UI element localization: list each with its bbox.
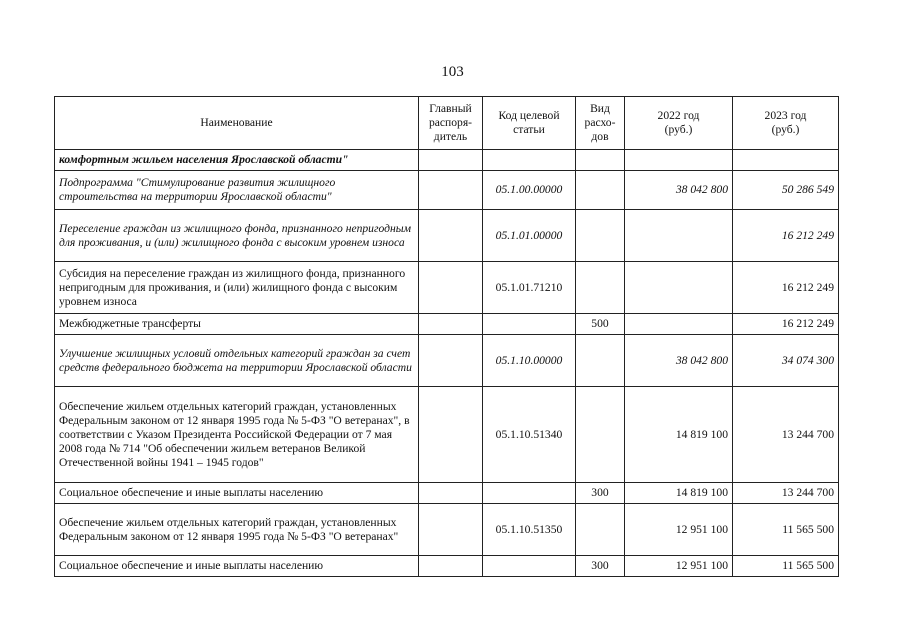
row-target-code-cell: 05.1.00.00000 [483, 171, 576, 210]
row-main-manager-cell [419, 314, 483, 335]
row-main-manager-cell [419, 210, 483, 262]
row-2022-amount-cell: 38 042 800 [625, 171, 733, 210]
row-name-cell: Подпрограмма "Стимулирование развития жилищного строительства на территории Ярославской области" [55, 171, 419, 210]
header-expense-type: Вид расхо- дов [576, 97, 625, 150]
header-name: Наименование [55, 97, 419, 150]
row-target-code-cell: 05.1.10.00000 [483, 335, 576, 387]
row-expense-type-cell [576, 262, 625, 314]
row-expense-type-cell: 300 [576, 556, 625, 577]
row-2023-amount-cell: 13 244 700 [733, 483, 839, 504]
row-main-manager-cell [419, 483, 483, 504]
header-target-code: Код целевой статьи [483, 97, 576, 150]
row-main-manager-cell [419, 556, 483, 577]
row-target-code-cell [483, 556, 576, 577]
header-main-manager: Главный распоря- дитель [419, 97, 483, 150]
row-expense-type-cell [576, 171, 625, 210]
row-target-code-cell: 05.1.10.51350 [483, 504, 576, 556]
row-name-cell: Обеспечение жильем отдельных категорий граждан, установленных Федеральным законом от 12 января 1995 года № 5-ФЗ "О ветеранах", в соответствии с Указом Президента Российской Федерации от 7 мая 2008 года № 714 "Об обеспечении жильем ветеранов Великой Отечественной войны 1941 – 1945 годов" [55, 387, 419, 483]
row-2022-amount-cell [625, 262, 733, 314]
row-expense-type-cell [576, 210, 625, 262]
row-2023-amount-cell: 16 212 249 [733, 210, 839, 262]
row-main-manager-cell [419, 335, 483, 387]
row-name-cell: Субсидия на переселение граждан из жилищного фонда, признанного непригодным для проживания, и (или) жилищного фонда с высоким уровнем износа [55, 262, 419, 314]
header-year-2022: 2022 год (руб.) [625, 97, 733, 150]
row-2022-amount-cell [625, 314, 733, 335]
row-target-code-cell [483, 483, 576, 504]
table-row [55, 314, 839, 335]
row-name-cell: комфортным жильем населения Ярославской области" [55, 150, 419, 171]
row-target-code-cell: 05.1.01.71210 [483, 262, 576, 314]
table-row [55, 335, 839, 387]
row-expense-type-cell [576, 335, 625, 387]
table-row [55, 262, 839, 314]
row-2022-amount-cell: 12 951 100 [625, 504, 733, 556]
row-2022-amount-cell: 12 951 100 [625, 556, 733, 577]
row-expense-type-cell: 300 [576, 483, 625, 504]
budget-table [54, 96, 839, 577]
row-name-cell: Межбюджетные трансферты [55, 314, 419, 335]
row-2023-amount-cell: 50 286 549 [733, 171, 839, 210]
table-row [55, 171, 839, 210]
table-row [55, 483, 839, 504]
table-row [55, 504, 839, 556]
row-expense-type-cell [576, 504, 625, 556]
row-2023-amount-cell: 11 565 500 [733, 556, 839, 577]
row-name-cell: Социальное обеспечение и иные выплаты населению [55, 483, 419, 504]
row-main-manager-cell [419, 150, 483, 171]
row-2023-amount-cell [733, 150, 839, 171]
row-name-cell: Улучшение жилищных условий отдельных категорий граждан за счет средств федерального бюджета на территории Ярославской области [55, 335, 419, 387]
row-2022-amount-cell [625, 210, 733, 262]
table-row [55, 150, 839, 171]
row-main-manager-cell [419, 387, 483, 483]
row-target-code-cell [483, 314, 576, 335]
row-main-manager-cell [419, 171, 483, 210]
row-name-cell: Обеспечение жильем отдельных категорий граждан, установленных Федеральным законом от 12 января 1995 года № 5-ФЗ "О ветеранах" [55, 504, 419, 556]
row-2022-amount-cell [625, 150, 733, 171]
row-name-cell: Социальное обеспечение и иные выплаты населению [55, 556, 419, 577]
row-2023-amount-cell: 16 212 249 [733, 262, 839, 314]
row-2022-amount-cell: 38 042 800 [625, 335, 733, 387]
row-2022-amount-cell: 14 819 100 [625, 483, 733, 504]
table-header-row [55, 97, 839, 150]
row-2023-amount-cell: 16 212 249 [733, 314, 839, 335]
row-target-code-cell [483, 150, 576, 171]
row-target-code-cell: 05.1.01.00000 [483, 210, 576, 262]
table-row [55, 387, 839, 483]
row-expense-type-cell [576, 387, 625, 483]
row-2023-amount-cell: 34 074 300 [733, 335, 839, 387]
row-expense-type-cell: 500 [576, 314, 625, 335]
page-number: 103 [441, 64, 464, 80]
row-main-manager-cell [419, 504, 483, 556]
row-2023-amount-cell: 13 244 700 [733, 387, 839, 483]
header-year-2023: 2023 год (руб.) [733, 97, 839, 150]
table-row [55, 556, 839, 577]
row-target-code-cell: 05.1.10.51340 [483, 387, 576, 483]
row-2022-amount-cell: 14 819 100 [625, 387, 733, 483]
row-name-cell: Переселение граждан из жилищного фонда, признанного непригодным для проживания, и (или) жилищного фонда с высоким уровнем износа [55, 210, 419, 262]
row-2023-amount-cell: 11 565 500 [733, 504, 839, 556]
table-row [55, 210, 839, 262]
row-expense-type-cell [576, 150, 625, 171]
row-main-manager-cell [419, 262, 483, 314]
